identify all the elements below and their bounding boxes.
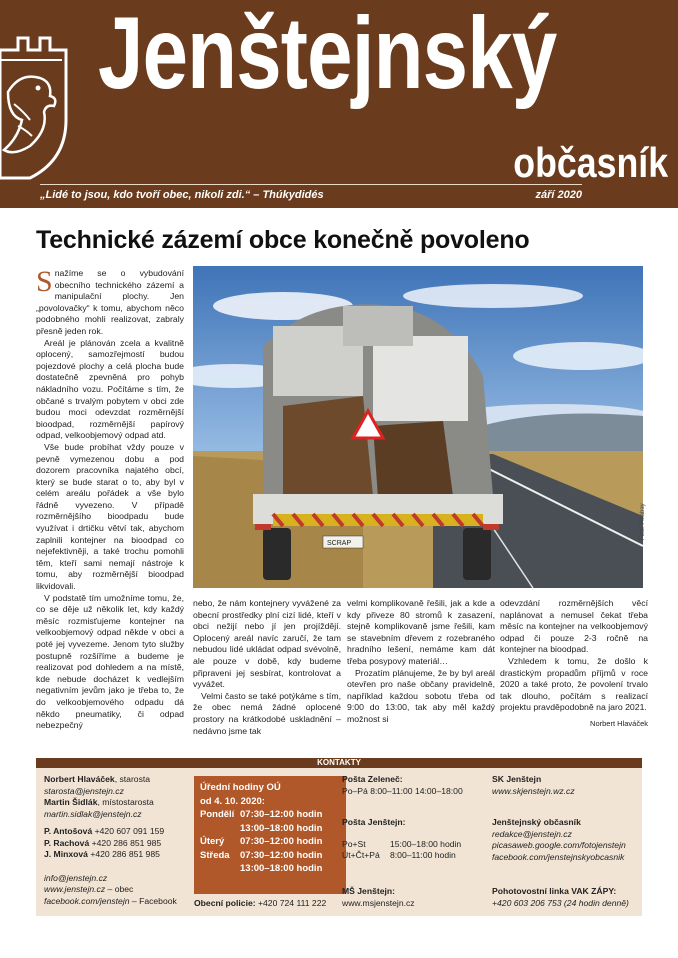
article-column-4	[500, 598, 648, 730]
coat-of-arms-logo	[0, 20, 72, 180]
office-hours-subtitle: od 4. 10. 2020:	[200, 795, 265, 807]
masthead	[0, 0, 678, 208]
staff-name: P. Rachová	[44, 837, 90, 848]
article-paragraph: odevzdání rozměrnějších věcí naplánovat a nemusel čekat třeba měsíc na kontejner na velkoobjemový odpad či pouze 2-3 ročně na kontejner na bioodpad.	[500, 598, 648, 655]
masthead-divider	[40, 184, 582, 185]
article-author: Norbert Hlaváček	[590, 718, 648, 728]
police-phone: +420 724 111 222	[255, 898, 327, 908]
office-hours-title: Úřední hodiny OÚ	[200, 782, 281, 793]
article-column-3	[347, 598, 495, 726]
deputy-email-link[interactable]: martin.sidlak@jenstejn.cz	[44, 808, 142, 819]
office-hours-panel	[194, 776, 346, 894]
facebook-suffix: – Facebook	[129, 895, 177, 906]
newspaper-facebook-link[interactable]: facebook.com/jenstejnskyobcasnik	[492, 851, 625, 862]
article-paragraph: Prozatím plánujeme, že by byl areál otevřen pro naše občany pravidelně, například každou sobotu třeba od 9:00 do 13:00, tak aby měl každý možnost si	[347, 667, 495, 724]
article-column-2	[193, 598, 341, 737]
article-paragraph: Velmi často se také potýkáme s tím, že obec nemá žádné oplocené prostory na krátkodobé uskladnění – nedávno jsme tak	[193, 690, 341, 736]
post-zelenec-title: Pošta Zeleneč:	[342, 774, 403, 784]
article-headline: Technické zázemí obce konečně povoleno	[36, 226, 530, 254]
article-photo	[193, 266, 643, 588]
deputy-name: Martin Šidlák	[44, 797, 98, 807]
facebook-link[interactable]: facebook.com/jenstejn	[44, 895, 130, 906]
sk-contact	[492, 774, 642, 797]
kindergarten-title: MŠ Jenštejn:	[342, 886, 396, 896]
motto-quote: „Lidé to jsou, kdo tvoří obec, nikoli zdi.“ – Thúkydidés	[40, 189, 324, 201]
office-hours-row: 13:00–18:00 hodin	[240, 863, 323, 874]
license-plate-text: SCRAP	[327, 540, 352, 547]
police-contact	[194, 898, 350, 910]
staff-phone: +420 286 851 985	[90, 849, 160, 859]
web-suffix: – obec	[105, 884, 134, 894]
deputy-role: , místostarosta	[97, 797, 154, 807]
mayor-role: , starosta	[114, 774, 151, 784]
article-column-1	[36, 265, 184, 732]
post-jenstejn-title: Pošta Jenštejn:	[342, 817, 406, 827]
newspaper-title: Jenštejnský	[98, 0, 557, 110]
article-paragraph: velmi komplikovaně řešili, jak a kde a kdy přiveze 80 stromů k zasazení, stejně komplikovaně jsme řešili, kam se stavebním dřevem z rozebraného hradního lešení, nemáme kam dát třeba posypový materiál…	[347, 598, 495, 666]
staff-name: P. Antošová	[44, 826, 93, 836]
post-jenstejn	[342, 817, 492, 862]
kindergarten-web-link[interactable]: www.msjenstejn.cz	[342, 897, 415, 908]
drop-cap: S	[36, 265, 53, 298]
sk-web-link[interactable]: www.skjenstejn.wz.cz	[492, 785, 575, 796]
article-paragraph: Vzhledem k tomu, že došlo k drastickým propadům příjmů v roce 2020 a také proto, že povolení trvalo tak dlouho, počítám s realizací projektu pravděpodobně na jaro 2021.	[500, 655, 648, 713]
article-paragraph: Vše bude probíhat vždy pouze v pevně vymezenou dobu a pod dozorem pracovníka najatého obcí, který se bude starat o to, aby byl v celém areálu pořádek a vše bylo řádně vyvezeno. V případě rozměrnějšího bioodpadu bude využívat i drtičku větví tak, abychom zaplnili kontejner na bioodpad co nejefektivněji, a také trochu pomohli těm, kteří sami nemají nástroje k tomu, aby rozměrnější bioodpad likvidovali.	[36, 441, 184, 592]
newspaper-contact	[492, 817, 642, 863]
sk-title: SK Jenštejn	[492, 774, 542, 784]
article-paragraph: Areál je plánován zcela a kvalitně oplocený, samozřejmostí budou pojezdové plochy a celá plocha bude dostatečně zpevněná pro pohyb nákladního vozu. Počítáme s tím, že občané s trvalým pobytem v obci zde budou moci odevzdat rozměrnější bioodpad, rozměrnější papírový odpad, velkoobjemový odpad atd.	[36, 337, 184, 441]
post-time: 15:00–18:00 hodin	[390, 838, 462, 849]
office-hours-row: Středa 07:30–12:00 hodin	[200, 849, 323, 861]
staff-phone: +420 607 091 159	[94, 826, 165, 836]
mayor-email-link[interactable]: starosta@jenstejn.cz	[44, 785, 124, 796]
vak-contact	[492, 886, 642, 909]
post-zelenec-hours: Po–Pá 8:00–11:00 14:00–18:00	[342, 785, 463, 796]
mayor-name: Norbert Hlaváček	[44, 774, 115, 784]
post-time: 8:00–11:00 hodin	[390, 850, 456, 860]
police-label: Obecní policie:	[194, 898, 256, 908]
photos-link[interactable]: picasaweb.google.com/fotojenstejn	[492, 840, 626, 850]
staff-phone: +420 286 851 985	[91, 837, 162, 848]
contacts-people	[44, 774, 192, 907]
article-paragraph: nažíme se o vybudování obecního technického zázemí a manipulační plochy. Jen „povolovačky“ k tomu, abychom něco podobného mohli realizovat, zabraly přesně jeden rok.	[36, 268, 184, 336]
newspaper-subtitle: občasník	[513, 139, 668, 186]
newspaper-contact-title: Jenštejnský občasník	[492, 817, 581, 827]
municipal-web-link[interactable]: www.jenstejn.cz	[44, 884, 106, 894]
post-days: Út+Čt+Pá	[342, 850, 380, 860]
vak-title: Pohotovostní linka VAK ZÁPY:	[492, 886, 617, 896]
contacts-title: KONTAKTY	[317, 758, 361, 767]
office-hours-row: 13:00–18:00 hodin	[240, 822, 323, 834]
contacts-box	[36, 758, 642, 916]
post-zelenec	[342, 774, 492, 797]
newspaper-email-link[interactable]: redakce@jenstejn.cz	[492, 828, 572, 839]
photo-credit: Foto: Pixabay	[640, 503, 646, 540]
office-hours-row: Pondělí 07:30–12:00 hodin	[200, 809, 323, 820]
post-days: Po+St	[342, 838, 366, 849]
kindergarten-contact	[342, 886, 492, 909]
article-paragraph: nebo, že nám kontejnery vyvážené za obecní prostředky plní cizí lidé, kteří v obci nežijí nebo jí jen projíždějí. Oplocený areál navíc zaručí, že tam nebudou lidé ukládat odpad svévolně, ale pouze v době, kdy budeme připraveni jej sesbírat, kontrolovat a vyvážet.	[193, 598, 341, 690]
article-paragraph: V podstatě tím umožníme tomu, že, co se děje už několik let, kdy každý měsíc rozmisťujeme kontejner na velkoobjemový odpad někde v obci a poté jej vyvezeme. Jenom tyto služby postupně rozšíříme a budeme je realizovat pod dohledem a na místě, kde nebude docházet k vedlejším negativním jevům jako je třeba to, že do velkoobjemového odpadu dá někdo pneumatiky, či odpad nebezpečný	[36, 592, 184, 731]
info-email-link[interactable]: info@jenstejn.cz	[44, 872, 108, 883]
staff-name: J. Minxová	[44, 849, 88, 859]
vak-phone: +420 603 206 753 (24 hodin denně)	[492, 897, 629, 908]
issue-date: září 2020	[535, 189, 582, 201]
office-hours-row: Úterý 07:30–12:00 hodin	[200, 836, 323, 847]
